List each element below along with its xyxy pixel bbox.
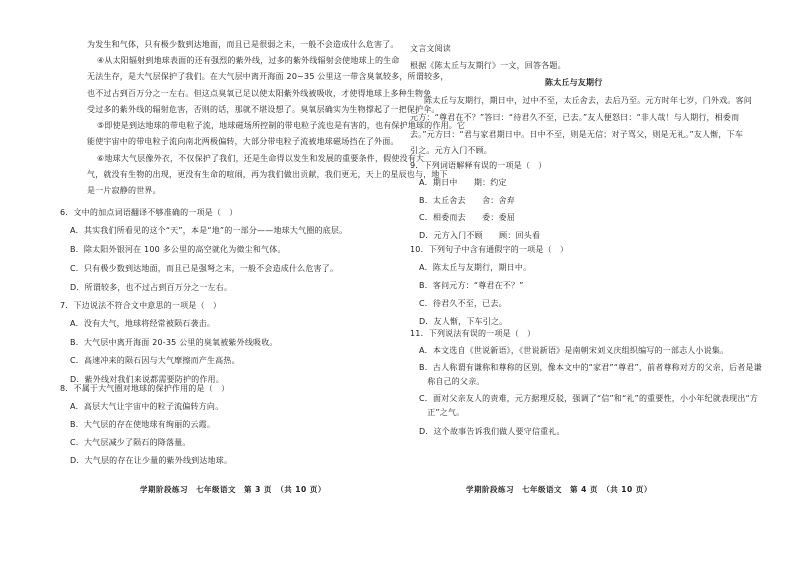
classical-text-line: 去。”元方曰：“君与家君期日中。日中不至，则是无信；对子骂父，则是无礼。”友人惭，下车: [410, 130, 744, 139]
answer-option: D．所谓较多，也不过占到百万分之一左右。: [70, 283, 233, 292]
answer-option: D．紫外线对我们来说都需要防护的作用。: [70, 375, 224, 384]
answer-option: C．待君久不至，已去。: [419, 299, 507, 308]
passage-line: 受过多的紫外线的辐射危害，否则的话，那就不堪设想了。臭氧层确实为生物撑起了一把保护伞。: [87, 105, 440, 114]
answer-option: 正”之气。: [419, 408, 465, 417]
classical-text-line: 陈太丘与友期行，期日中，过中不至，太丘舍去，去后乃至。元方时年七岁，门外戏。客问: [424, 96, 752, 105]
answer-option: B．大气层的存在使地球有绚丽的云霞。: [70, 420, 216, 429]
answer-option: B．客问元方：“尊君在不？”: [419, 281, 524, 290]
passage-line: ⑤即使是到达地球的带电粒子流，地球磁场所控制的带电粒子流也是有害的，也有保护地球的作用。它: [97, 121, 466, 130]
answer-option: C．相委而去 委：委屈: [419, 213, 515, 222]
answer-option: C．大气层减少了陨石的降落量。: [70, 438, 191, 447]
passage-line: 能使宇宙中的带电粒子流向南北两极偏转，大部分带电粒子流被地球磁场挡在了外面。: [87, 137, 399, 146]
answer-option: C．面对父亲友人的责难，元方据理反驳，强调了“信”和“礼”的重要性，小小年纪就表现出“方: [419, 394, 759, 403]
answer-option: D．这个故事告诉我们做人要守信重礼。: [419, 427, 565, 436]
passage-line: 无法生存，是大气层保护了我们。在大气层中离开海面 20~35 公里这一带含臭氧较多，所谓较多，: [87, 72, 449, 81]
classical-text-line: 元方：“尊君在不？”答曰：“待君久不至，已去。”友人便怒曰：“非人哉！与人期行，相委而: [410, 113, 740, 122]
answer-option: D．元方入门不顾 顾：回头看: [419, 231, 541, 240]
passage-line: 气，就没有生物的出现，更没有生命的喧闹，再为我们做出贡献，我们更无，天上的星辰也与，地下: [87, 170, 448, 179]
right-page-footer: 学期阶段练习 七年级语文 第 4 页 （共 10 页）: [466, 485, 652, 494]
question-stem: 10．下列句子中含有通假字的一项是（ ）: [410, 245, 569, 254]
answer-option: B．古人称谓有谦称和尊称的区别，像本文中的“家君”“尊君”，前者尊称对方的父亲，后者是谦: [419, 363, 762, 372]
classical-text-line: 引之。元方入门不顾。: [410, 146, 492, 155]
passage-line: ⑥地球大气层像外衣，不仅保护了我们，还是生命得以发生和发展的重要条件，假使没有大: [97, 154, 425, 163]
answer-option: A．其实我们所看见的这个“天”，本是“地”的一部分——地球大气圈的底层。: [70, 226, 348, 235]
answer-option: D．大气层的存在让少量的紫外线到达地球。: [70, 456, 233, 465]
question-stem: 7．下边说法不符合文中意思的一项是（ ）: [60, 301, 222, 310]
section-heading: 文言文阅读: [410, 44, 451, 53]
question-stem: 6．文中的加点词语翻译不够准确的一项是（ ）: [60, 208, 238, 217]
answer-option: A．高层大气让宇宙中的粒子流偏转方向。: [70, 402, 224, 411]
right-page: [397, 0, 794, 561]
answer-option: A．陈太丘与友期行，期日中。: [419, 263, 532, 272]
question-stem: 11．下列说法有误的一项是（ ）: [410, 329, 536, 338]
answer-option: B．除太阳外银河在 100 多公里的高空就化为微尘和气体。: [70, 245, 286, 254]
answer-option: D．友人惭，下车引之。: [419, 317, 508, 326]
answer-option: 称自己的父亲。: [419, 377, 485, 386]
left-page-footer: 学期阶段练习 七年级语文 第 3 页 （共 10 页）: [140, 485, 326, 494]
answer-option: A．期日中 期：约定: [419, 178, 507, 187]
classical-text-title: 陈太丘与友期行: [545, 78, 603, 87]
answer-option: B．大气层中离开海面 20-35 公里的臭氧被紫外线吸收。: [70, 338, 278, 347]
passage-line: 是一片寂静的世界。: [87, 186, 161, 195]
passage-line: ④从太阳辐射到地球表面的还有强烈的紫外线，过多的紫外线辐射会使地球上的生命: [97, 56, 400, 65]
passage-line: 为发生和气体，只有极少数到达地面，而且已是很弱之末，一般不会造成什么危害了。: [87, 40, 399, 49]
answer-option: A．本文选自《世说新语》，《世说新语》是南朝宋刘义庆组织编写的一部志人小说集。: [419, 346, 729, 355]
answer-option: C．高速冲来的陨石因与大气摩擦而产生高热。: [70, 356, 240, 365]
question-stem: 8．不属于大气圈对地球的保护作用的是（ ）: [60, 384, 230, 393]
answer-option: A．没有大气，地球将经常被陨石袭击。: [70, 319, 216, 328]
question-stem: 9．下列词语解释有误的一项是（ ）: [410, 161, 547, 170]
passage-line: 也不过占到百万分之一左右。但这点臭氧已足以使太阳紫外线被吸收，才使得地球上多种生物免: [87, 89, 432, 98]
answer-option: B．太丘舍去 舍：舍弃: [419, 196, 515, 205]
answer-option: C．只有极少数到达地面，而且已是强弩之末，一般不会造成什么危害了。: [70, 264, 339, 273]
instruction-text: 根据《陈太丘与友期行》一文，回答各题。: [410, 61, 566, 70]
